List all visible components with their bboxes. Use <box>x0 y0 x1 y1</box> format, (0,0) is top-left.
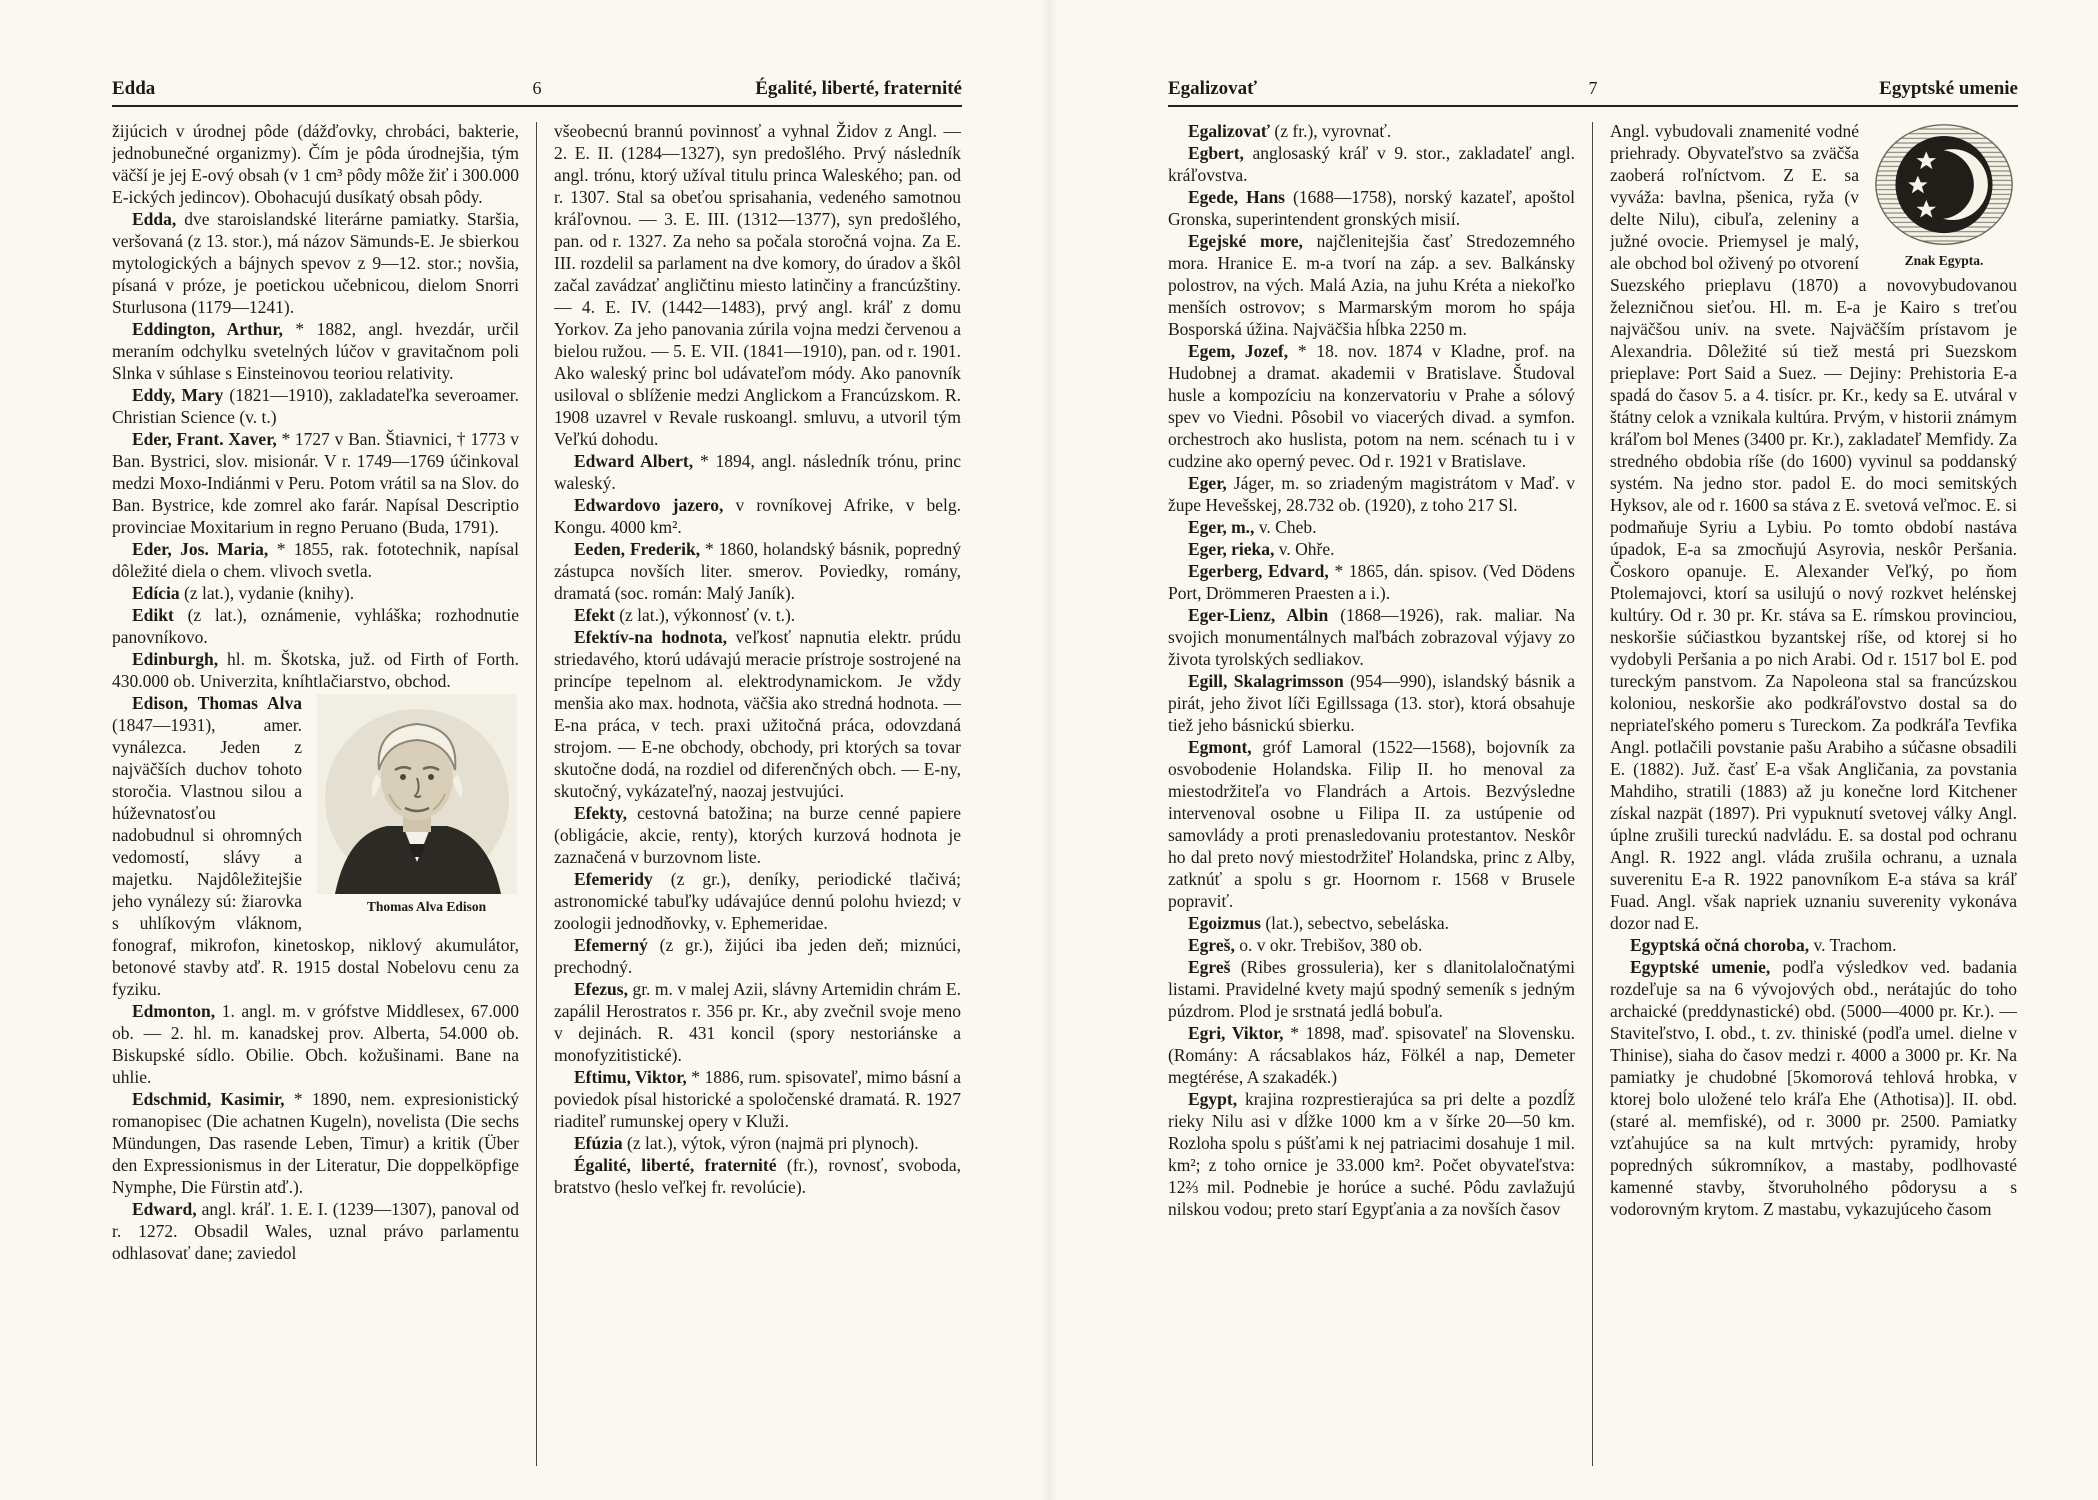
entry-headword: Edda, <box>132 209 177 229</box>
right-page-column-1 <box>1168 120 1575 1466</box>
entry-headword: Egreš, <box>1188 935 1235 955</box>
entry-paragraph: Efemeridy (z gr.), deníky, periodické tlačivá; astronomické tabuľky udávajúce dennú polohu hviezd; v zoologii jednodňovky, v. Ephemeridae. <box>554 869 961 933</box>
entry-paragraph: Egypt, krajina rozprestierajúca sa pri delte a pozdĺž rieky Nilu asi v dĺžke 1000 km a v šírke 20—50 km. Rozloha spolu s púšťami k nej patriacimi dosahuje 1 mil. km²; z toho ornice je 33.000 km². Počet obyvateľstva: 12⅔ mil. Podnebie je horúce a suché. Pôdu zavlažujú nilskou vodou; preto starí Egypťania a za novších časov <box>1168 1089 1575 1219</box>
entry-headword: Efúzia <box>574 1133 623 1153</box>
entry-paragraph: Eeden, Frederik, * 1860, holandský básnik, popredný zástupca novších liter. smerov. Poviedky, romány, dramatá (soc. román: Malý Janík). <box>554 539 961 603</box>
entry-paragraph: Eder, Jos. Maria, * 1855, rak. fototechnik, napísal dôležité diela o chem. vlivoch svetla. <box>112 539 519 581</box>
entry-paragraph: Egerberg, Edvard, * 1865, dán. spisov. (Ved Dödens Port, Drömmeren Praesten a i.). <box>1168 561 1575 603</box>
entry-paragraph: Eddington, Arthur, * 1882, angl. hvezdár, určil meraním odchylku svetelných lúčov v gravitačnom poli Slnka v súhlase s Einsteinovou teoriou relativity. <box>112 319 519 383</box>
entry-headword: Edward, <box>132 1199 197 1219</box>
entry-headword: Eder, Frant. Xaver, <box>132 429 277 449</box>
entry-headword: Eger-Lienz, Albin <box>1188 605 1329 625</box>
continuation-paragraph: Znak Egypta. Angl. vybudovali znamenité vodné priehrady. Obyvateľstvo sa zväčša zaoberá roľníctvom. Z E. sa vyváža: bavlna, pšenica, ryža (v delte Nilu), cibuľa, zeleniny a južné ovocie. Priemysel je malý, ale obchod bol oživený po otvorení Suezského prieplavu (1870) a novovybudovanou železničnou sieťou. Hl. m. E-a je Kairo s treťou najväčšou univ. na svete. Najväčším prístavom je Alexandria. Dôležité sú tiež mestá pri Suezskom prieplave: Port Said a Suez. — Dejiny: Prehistoria E-a spadá do časov 5. a 4. tisícr. pr. Kr., kedy sa E. utváral v štátny celok a vznikala kultúra. Prvým, v historii známym kráľom bol Menes (3400 pr. Kr.), zakladateľ Memfidy. Za stredného obdobia ríše (do 1600) vyvinul sa poddanský systém. Na jedno stor. padol E. do moci semitských Hyksov, ale od r. 1600 sa stáva z E. svetová veľmoc. E. si podmaňuje Syriu a Lybiu. Po tomto období nastáva úpadok, E-a sa zmocňujú Asyrovia, neskôr Peršania. Čoskoro opanuje. E. Alexander Veľký, po ňom Ptolemajovci, ktorí sa usilujú o nový rozkvet helénskej kultúry. Od r. 30 pr. Kr. stáva sa E. rímskou provinciou, neskoršie súčiastkou byzantskej ríše, od ktorej si ho vydobyli Peršania a po nich Arabi. Od r. 1517 bol E. pod tureckým panstvom. Za Napoleona stal sa francúzskou koloniou, neskoršie ako podkráľovstvo dostal sa do nepriateľského pomeru s Tureckom. Za podkráľa Tevfika Angl. potlačili povstanie pašu Arabiho a súčasne obsadili E. (1882). Juž. časť E-a však Angličania, za povstania Mahdiho, stratili (1883) až ju konečne lord Kitchener získal nazpät (1897). Pri vypuknutí svetovej války Angl. úplne zrušili tureckú nadvládu. E. sa dostal pod ochranu Angl. R. 1922 angl. vláda zrušila ochranu, a uznala suverenitu E-a R. 1922 panovníkom E-a stáva sa kráľ Fuad. Angl. však napriek uznaniu suverenity vykonáva dozor nad E. <box>1610 121 2017 933</box>
entry-headword: Efemerný <box>574 935 648 955</box>
continuation-paragraph: žijúcich v úrodnej pôde (dážďovky, chrobáci, bakterie, jednobunečné organizmy). Čím je pôda úrodnejšia, tým väčší je jej E-ový obsah (v 1 cm³ pôdy môže žiť i 300.000 E-ických jedincov). Obohacujú dusíkatý obsah pôdy. <box>112 121 519 207</box>
page-right <box>1168 78 2018 1466</box>
entry-paragraph: Eger, Jáger, m. so zriadeným magistrátom v Maď. v župe Hevešskej, 28.732 ob. (1920), z toho 217 Sl. <box>1168 473 1575 515</box>
page-right-header <box>1168 78 2018 107</box>
edison-portrait-image <box>317 694 517 894</box>
edison-portrait-caption: Thomas Alva Edison <box>366 899 487 914</box>
entry-paragraph: Egreš, o. v okr. Trebišov, 380 ob. <box>1188 935 1423 955</box>
entry-paragraph: Efekt (z lat.), výkonnosť (v. t.). <box>574 605 796 625</box>
egypt-emblem-caption: Znak Egypta. <box>1904 253 1984 268</box>
entry-paragraph: Eger, m., v. Cheb. <box>1188 517 1317 537</box>
page-number-right: 7 <box>1588 78 1598 98</box>
entry-headword: Edícia <box>132 583 180 603</box>
entry-paragraph: Egem, Jozef, * 18. nov. 1874 v Kladne, prof. na Hudobnej a dramat. akademii v Bratislave. Študoval husle a kompozíciu na konzervatoriu v Prahe a sólový spev vo Viedni. Pôsobil vo viacerých divad. a symfon. orchestroch ako huslista, potom na nem. scénach tu i v cudzine ako operný pevec. Od r. 1921 v Bratislave. <box>1168 341 1575 471</box>
page-left-header <box>112 78 962 107</box>
entry-headword: Egreš <box>1188 957 1231 977</box>
entry-paragraph: Edinburgh, hl. m. Škotska, juž. od Firth of Forth. 430.000 ob. Univerzita, kníhtlačiarstvo, obchod. <box>112 649 519 691</box>
entry-paragraph: Egede, Hans (1688—1758), norský kazateľ, apoštol Gronska, superintendent gronských misií. <box>1168 187 1575 229</box>
entry-paragraph: Edwardovo jazero, v rovníkovej Afrike, v belg. Kongu. 4000 km². <box>554 495 961 537</box>
entry-paragraph: Edward Albert, * 1894, angl. následník trónu, princ waleský. <box>554 451 961 493</box>
running-head-first-entry: Edda <box>112 78 156 99</box>
entry-headword: Eddington, Arthur, <box>132 319 283 339</box>
entry-headword: Eger, rieka, <box>1188 539 1275 559</box>
running-head-last-entry: Égalité, liberté, fraternité <box>755 78 962 99</box>
column-divider-rule <box>536 122 537 1466</box>
entry-headword: Edison, Thomas Alva <box>132 693 302 713</box>
entry-paragraph: Edward, angl. kráľ. 1. E. I. (1239—1307), panoval od r. 1272. Obsadil Wales, uznal právo parlamentu odhlasovať dane; zaviedol <box>112 1199 519 1263</box>
entry-paragraph: Efekty, cestovná batožina; na burze cenné papiere (obligácie, akcie, renty), ktorých kurzová hodnota je zaznačená v burzovnom liste. <box>554 803 961 867</box>
entry-headword: Efekt <box>574 605 615 625</box>
entry-paragraph: Egbert, anglosaský kráľ v 9. stor., zakladateľ angl. kráľovstva. <box>1168 143 1575 185</box>
left-page-column-1 <box>112 120 519 1466</box>
running-head-first-entry: Egalizovať <box>1168 78 1258 99</box>
entry-paragraph: Egri, Viktor, * 1898, maď. spisovateľ na Slovensku. (Romány: A rácsablakos ház, Fölkél a nap, Demeter megtérése, A szakadék.) <box>1168 1023 1575 1087</box>
egypt-crescent-stars-icon <box>1874 122 2014 248</box>
entry-headword: Edwardovo jazero, <box>574 495 724 515</box>
entry-headword: Égalité, liberté, fraternité <box>574 1155 777 1175</box>
entry-headword: Egem, Jozef, <box>1188 341 1289 361</box>
entry-headword: Efektív-na hodnota, <box>574 627 727 647</box>
entry-paragraph: Egreš (Ribes grossuleria), ker s dlanitolaločnatými listami. Pravidelné kvety majú spodný semeník s jedným púzdrom. Plod je srstnatá jedlá bobuľa. <box>1168 957 1575 1021</box>
entry-paragraph: Edícia (z lat.), vydanie (knihy). <box>132 583 355 603</box>
entry-headword: Eeden, Frederik, <box>574 539 701 559</box>
entry-paragraph: Egmont, gróf Lamoral (1522—1568), bojovník za osvobodenie Holandska. Filip II. ho menoval za miestodržiteľa vo Flandrách a Artois. Bezvýsledne intervenoval osobne u Filipa II. za ustúpenie od samovlády a proti prenasledovaniu protestantov. Neskôr ho dal preto nový miestodržiteľ Holandska, princ z Alby, zatknúť a spolu s gr. Hoornom r. 1568 v Brusele popraviť. <box>1168 737 1575 911</box>
entry-paragraph: Égalité, liberté, fraternité (fr.), rovnosť, svoboda, bratstvo (heslo veľkej fr. revolúcie). <box>554 1155 961 1197</box>
entry-paragraph: Eger, rieka, v. Ohře. <box>1188 539 1335 559</box>
entry-paragraph: Egyptská očná choroba, v. Trachom. <box>1630 935 1897 955</box>
continuation-paragraph: všeobecnú brannú povinnosť a vyhnal Židov z Angl. — 2. E. II. (1284—1327), syn predošlého. Prvý následník angl. trónu, ktorý užíval titulu princa Waleského; pan. od r. 1307. Stal sa obeťou sprisahania, vedeného samotnou kráľovnou. — 3. E. III. (1312—1377), syn predošlého, pan. od r. 1327. Za neho sa počala storočná vojna. Za E. III. rozdelil sa parlament na dve komory, do úradov a škôl začal zavádzať angličtinu miesto latinčiny a francúzštiny. — 4. E. IV. (1442—1483), prvý angl. kráľ z domu Yorkov. Za jeho panovania zúrila vojna medzi červenou a bielou ružou. — 5. E. VII. (1841—1910), pan. od r. 1901. Ako waleský princ bol udávateľom módy. Ako panovník usiloval o sblíženie medzi Anglickom a Francúzskom. R. 1908 uzavrel v Revale ruskoangl. smluvu, a utvoril tým Veľkú dohodu. <box>554 121 961 449</box>
entry-paragraph: Edda, dve staroislandské literárne pamiatky. Staršia, veršovaná (z 13. stor.), má názov Sämunds-E. Je sbierkou mytologických a bájnych spevov z 9—12. stor.; novšia, písaná v próze, je poetickou učebnicou, dielom Snorri Sturlusona (1179—1241). <box>112 209 519 317</box>
page-left <box>112 78 962 1466</box>
entry-headword: Eger, m., <box>1188 517 1255 537</box>
entry-headword: Egri, Viktor, <box>1188 1023 1284 1043</box>
entry-headword: Eftimu, Viktor, <box>574 1067 687 1087</box>
entry-paragraph: Eftimu, Viktor, * 1886, rum. spisovateľ, mimo básní a poviedok písal historické a spoločenské dramatá. R. 1927 riaditeľ rumunskej opery v Kluži. <box>554 1067 961 1131</box>
entry-paragraph: Edschmid, Kasimir, * 1890, nem. expresionistický romanopisec (Die achatnen Kugeln), novelista (Die sechs Mündungen, Das rasende Leben, Timur) a kritik (Über den Expressionismus in der Literatur, Die doppelköpfige Nymphe, Die Fürstin atď.). <box>112 1089 519 1197</box>
entry-paragraph: Eder, Frant. Xaver, * 1727 v Ban. Štiavnici, † 1773 v Ban. Bystrici, slov. misionár. V r. 1749—1769 účinkoval medzi Moxo-Indiánmi v Peru. Potom vrátil sa na Slov. do Ban. Bystrice, kde zomrel ako farár. Napísal Descriptio provinciae Moxitarium in regno Peruano (Buda, 1791). <box>112 429 519 537</box>
entry-paragraph: Thomas Alva Edison Edison, Thomas Alva (1847—1931), amer. vynálezca. Jeden z najväčších duchov tohoto storočia. Vlastnou silou a húževnatosťou nadobudnul si ohromných vedomostí, slávy a majetku. Najdôležitejšie jeho vynálezy sú: žiarovka s uhlíkovým vláknom, fonograf, mikrofon, kinetoskop, niklový akumulátor, betonové stavby atď. R. 1915 dostal Nobelovu cenu za fyziku. <box>112 693 519 999</box>
page-left-columns <box>112 120 962 1466</box>
entry-paragraph: Efezus, gr. m. v malej Azii, slávny Artemidin chrám E. zapálil Herostratos r. 356 pr. Kr., aby zvečnil svoje meno v dejinách. R. 431 koncil (spory nestoriánske a monofyzitistické). <box>554 979 961 1065</box>
entry-headword: Egoizmus <box>1188 913 1261 933</box>
entry-headword: Edinburgh, <box>132 649 219 669</box>
entry-headword: Edikt <box>132 605 174 625</box>
entry-headword: Edward Albert, <box>574 451 694 471</box>
entry-headword: Edmonton, <box>132 1001 216 1021</box>
left-page-column-2 <box>554 120 961 1466</box>
edison-portrait-figure <box>314 694 519 915</box>
entry-paragraph: Egyptské umenie, podľa výsledkov ved. badania rozdeľuje sa na 6 vývojových obd., nerátajúc do toho archaické (preddynastické) obd. (5000—4000 pr. Kr.). — Staviteľstvo, I. obd., t. zv. thiniské (podľa umel. dielne v Thinise), siaha do časov medzi r. 4000 a 3000 pr. Kr. Na pamiatky je chudobné [5komorová tehlová hrobka, v ktorej bolo uložené telo kráľa Ehe (Athotisa)]. II. obd. (staré al. memfiské), od r. 3000 pr. 2500. Pamiatky vzťahujúce sa na kult mrtvých: pyramidy, hroby popredných súkromníkov, a mastaby, podlhovasté kamenné stavby, štvoruholného pôdorysu a s vodorovným krytom. Z mastabu, vykazujúceho časom <box>1610 957 2017 1219</box>
entry-headword: Egypt, <box>1188 1089 1238 1109</box>
entry-headword: Egejské more, <box>1188 231 1303 251</box>
entry-headword: Egmont, <box>1188 737 1252 757</box>
right-page-column-2 <box>1610 120 2017 1466</box>
entry-paragraph: Egoizmus (lat.), sebectvo, sebeláska. <box>1188 913 1449 933</box>
entry-headword: Eger, <box>1188 473 1227 493</box>
egypt-emblem-figure <box>1871 122 2017 269</box>
entry-headword: Egyptské umenie, <box>1630 957 1771 977</box>
entry-headword: Egyptská očná choroba, <box>1630 935 1810 955</box>
entry-paragraph: Edikt (z lat.), oznámenie, vyhláška; rozhodnutie panovníkovo. <box>112 605 519 647</box>
entry-headword: Egill, Skalagrimsson <box>1188 671 1344 691</box>
entry-paragraph: Eger-Lienz, Albin (1868—1926), rak. maliar. Na svojich monumentálnych maľbách zobrazoval výjavy zo života tyrolských sedliakov. <box>1168 605 1575 669</box>
column-divider-rule <box>1592 122 1593 1466</box>
page-number-left: 6 <box>532 78 542 98</box>
entry-headword: Egalizovať <box>1188 121 1271 141</box>
entry-paragraph: Eddy, Mary (1821—1910), zakladateľka severoamer. Christian Science (v. t.) <box>112 385 519 427</box>
entry-paragraph: Egejské more, najčlenitejšia časť Stredozemného mora. Hranice E. m-a tvorí na záp. a sev. Balkánsky polostrov, na vých. Malá Azia, na juhu Kréta a niekoľko menších ostrovov; s Marmarským morom ho spája Bosporská úžina. Najväčšia hĺbka 2250 m. <box>1168 231 1575 339</box>
entry-headword: Eddy, Mary <box>132 385 224 405</box>
entry-paragraph: Edmonton, 1. angl. m. v grófstve Middlesex, 67.000 ob. — 2. hl. m. kanadskej prov. Alberta, 54.000 ob. Biskupské sídlo. Obilie. Obch. kožušinami. Bane na uhlie. <box>112 1001 519 1087</box>
entry-headword: Egede, Hans <box>1188 187 1285 207</box>
entry-headword: Eder, Jos. Maria, <box>132 539 269 559</box>
entry-headword: Efezus, <box>574 979 628 999</box>
entry-paragraph: Egill, Skalagrimsson (954—990), islandský básnik a pirát, jeho život líči Egillssaga (13. stor), ktorá obsahuje tiež jeho básnickú sbierku. <box>1168 671 1575 735</box>
entry-headword: Egbert, <box>1188 143 1244 163</box>
entry-headword: Efekty, <box>574 803 627 823</box>
running-head-last-entry: Egyptské umenie <box>1879 78 2018 99</box>
entry-paragraph: Egalizovať (z fr.), vyrovnať. <box>1188 121 1392 141</box>
page-right-columns <box>1168 120 2018 1466</box>
entry-paragraph: Efektív-na hodnota, veľkosť napnutia elektr. prúdu striedavého, ktorú udávajú meracie prístroje sostrojené na princípe tepelnom al. elektrodynamickom. Je vždy menšia ako max. hodnota, väčšia ako stredná hodnota. — E-na práca, v tech. praxi užitočná práca, odovzdaná strojom. — E-ne obchody, obchody, pri ktorých sa tovar skutočne dodá, na rozdiel od diferenčných obch. — E-ny, skutočný, vykázateľný, naozaj jestvujúci. <box>554 627 961 801</box>
entry-paragraph: Efúzia (z lat.), výtok, výron (najmä pri plynoch). <box>574 1133 919 1153</box>
entry-headword: Edschmid, Kasimir, <box>132 1089 285 1109</box>
entry-headword: Efemeridy <box>574 869 653 889</box>
entry-headword: Egerberg, Edvard, <box>1188 561 1329 581</box>
entry-paragraph: Efemerný (z gr.), žijúci iba jeden deň; miznúci, prechodný. <box>554 935 961 977</box>
